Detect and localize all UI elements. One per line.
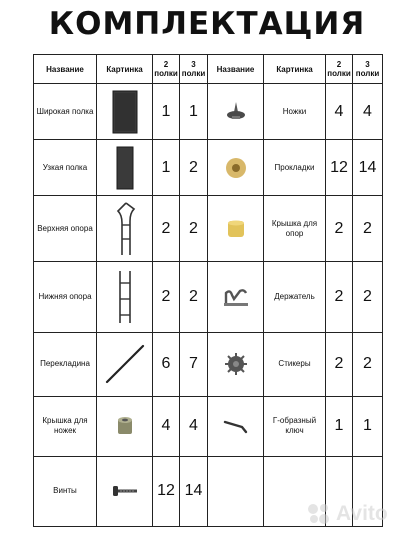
header-name-2: Название [208, 55, 264, 84]
header-qty-2-b: 2 полки [326, 55, 353, 84]
qty-2: 2 [326, 262, 353, 332]
qty-2: 4 [153, 396, 180, 456]
sticker-icon [208, 332, 264, 396]
gasket-icon [208, 140, 264, 196]
support-cap-icon [208, 196, 264, 262]
empty-picture-cell [208, 456, 264, 526]
qty-3: 14 [180, 456, 208, 526]
qty-3: 2 [353, 196, 383, 262]
item-name: Верхняя опора [34, 196, 97, 262]
qty-3: 2 [353, 332, 383, 396]
item-name: Нижняя опора [34, 262, 97, 332]
qty-3: 2 [180, 196, 208, 262]
allen-key-icon [208, 396, 264, 456]
qty-3: 2 [353, 262, 383, 332]
table-row [34, 262, 383, 332]
crossbar-icon [97, 332, 153, 396]
table-row [34, 84, 383, 140]
table-row [34, 196, 383, 262]
item-name: Узкая полка [34, 140, 97, 196]
item-name: Прокладки [264, 140, 326, 196]
leg-cap-icon [97, 396, 153, 456]
qty-3: 4 [180, 396, 208, 456]
qty-2: 2 [326, 332, 353, 396]
qty-2: 1 [326, 396, 353, 456]
item-name: Крышка для ножек [34, 396, 97, 456]
qty-2: 1 [153, 140, 180, 196]
table-row [34, 140, 383, 196]
qty-3: 4 [353, 84, 383, 140]
item-name: Перекладина [34, 332, 97, 396]
watermark-text: Avito [336, 502, 388, 525]
qty-2: 12 [326, 140, 353, 196]
item-name: Винты [34, 456, 97, 526]
qty-2: 1 [153, 84, 180, 140]
avito-logo-icon [306, 502, 332, 526]
screw-icon [97, 456, 153, 526]
qty-3: 2 [180, 140, 208, 196]
qty-3: 14 [353, 140, 383, 196]
narrow-shelf-icon [97, 140, 153, 196]
contents-table [33, 54, 383, 527]
qty-2: 4 [326, 84, 353, 140]
table-row [34, 332, 383, 396]
item-name: Держатель [264, 262, 326, 332]
header-name: Название [34, 55, 97, 84]
qty-2: 2 [153, 196, 180, 262]
qty-2: 12 [153, 456, 180, 526]
holder-icon [208, 262, 264, 332]
page-title: КОМПЛЕКТАЦИЯ [48, 6, 366, 42]
qty-3: 2 [180, 262, 208, 332]
header-picture-2: Картинка [264, 55, 326, 84]
avito-watermark [306, 500, 406, 528]
header-qty-2: 2 полки [153, 55, 180, 84]
header-qty-3-b: 3 полки [353, 55, 383, 84]
qty-3: 1 [353, 396, 383, 456]
qty-3: 1 [180, 84, 208, 140]
header-row [34, 55, 383, 84]
header-qty-3: 3 полки [180, 55, 208, 84]
qty-3: 7 [180, 332, 208, 396]
item-name: Г-образный ключ [264, 396, 326, 456]
qty-2: 2 [153, 262, 180, 332]
item-name: Широкая полка [34, 84, 97, 140]
table-row [34, 396, 383, 456]
leg-icon [208, 84, 264, 140]
item-name: Крышка для опор [264, 196, 326, 262]
upper-support-icon [97, 196, 153, 262]
header-picture: Картинка [97, 55, 153, 84]
lower-support-icon [97, 262, 153, 332]
item-name: Ножки [264, 84, 326, 140]
item-name: Стикеры [264, 332, 326, 396]
wide-shelf-icon [97, 84, 153, 140]
qty-2: 6 [153, 332, 180, 396]
qty-2: 2 [326, 196, 353, 262]
